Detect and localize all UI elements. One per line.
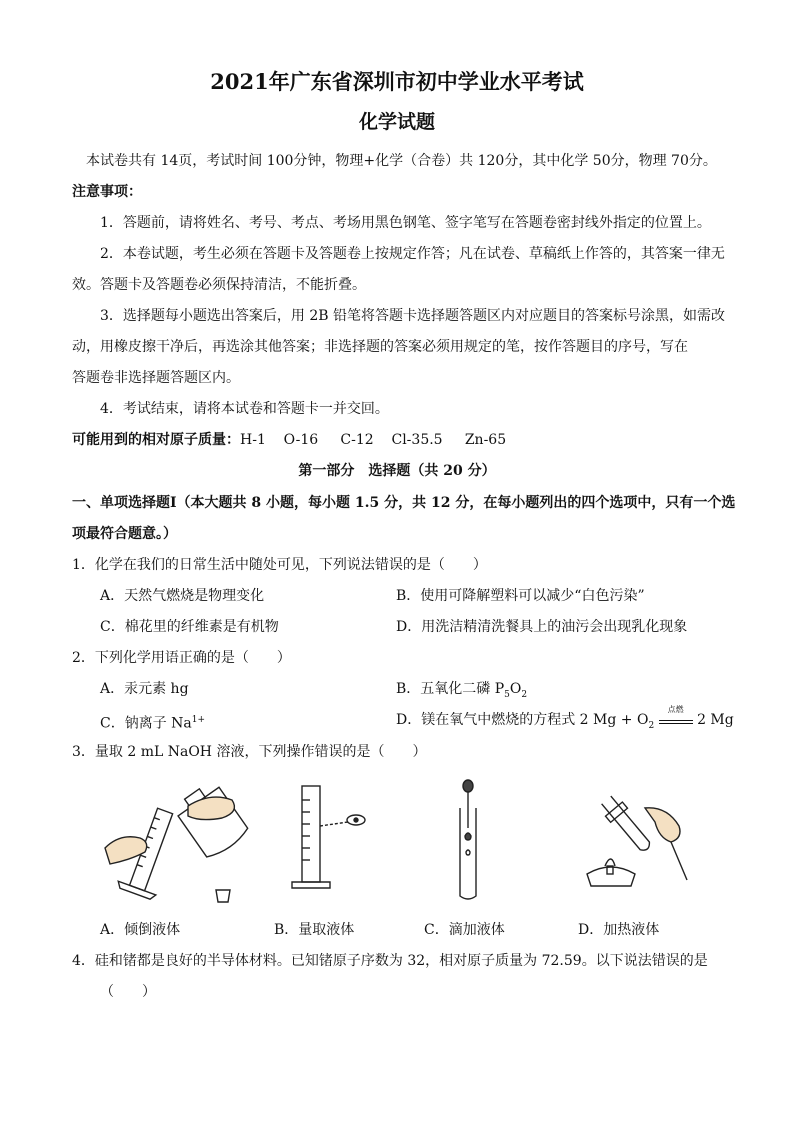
page-title: 2021年广东省深圳市初中学业水平考试 [210, 69, 584, 94]
q1-option-d: D．用洗洁精清洗餐具上的油污会出现乳化现象 [396, 619, 688, 635]
q2-option-d: D．镁在氧气中燃烧的方程式 2 $Mg + O_2$ 点燃 2 Mg [396, 705, 734, 731]
part1-title: 第一部分 选择题（共 20 分） [298, 463, 496, 479]
atomic-mass-values: H-1 O-16 C-12 Cl-35.5 Zn-65 [240, 432, 507, 448]
notice-item: 2．本卷试题，考生必须在答题卡及答题卷上按规定作答；凡在试卷、草稿纸上作答的，其答案一律无 [100, 246, 725, 262]
q3-stem: 3．量取 2 mL NaOH 溶液，下列操作错误的是（ ） [72, 744, 427, 760]
q1-option-a: A．天然气燃烧是物理变化 [100, 588, 265, 604]
page-subtitle: 化学试题 [358, 111, 435, 133]
q2-option-c: C．钠离子 $Na^{1+}$ [100, 715, 206, 732]
q3-option-d: D．加热液体 [578, 922, 660, 938]
notice-item: 4．考试结束，请将本试卷和答题卡一并交回。 [100, 401, 389, 417]
q3-option-b: B．量取液体 [274, 922, 355, 938]
pour-liquid-figure [100, 778, 250, 908]
notice-item: 3．选择题每小题选出答案后，用 2B 铅笔将答题卡选择题答题区内对应题目的答案标号涂黑，如需改 [100, 308, 726, 324]
notice-item: 1．答题前，请将姓名、考号、考点、考场用黑色钢笔、签字笔写在答题卷密封线外指定的位置上。 [100, 215, 711, 231]
notice-item: 效。答题卡及答题卷必须保持清洁，不能折叠。 [72, 277, 366, 293]
section1-heading-cont: 项最符合题意。） [72, 526, 177, 542]
q1-option-b: B．使用可降解塑料可以减少“白色污染” [396, 588, 645, 604]
notice-heading: 注意事项： [72, 184, 142, 200]
drop-liquid-figure [448, 778, 488, 903]
heat-liquid-figure [575, 778, 695, 893]
notice-item: 动，用橡皮擦干净后，再选涂其他答案；非选择题的答案必须用规定的笔，按作答题目的序号，写在 [72, 339, 688, 355]
q1-option-c: C．棉花里的纤维素是有机物 [100, 619, 279, 635]
q1-stem: 1．化学在我们的日常生活中随处可见，下列说法错误的是（ ） [72, 557, 487, 573]
reaction-condition: 点燃 [659, 712, 693, 724]
q2-option-a: A．汞元素 hg [100, 681, 189, 697]
exam-intro: 本试卷共有 14页，考试时间 100分钟，物理+化学（合卷）共 120分，其中化学 50分，物理 70分。 [86, 153, 717, 169]
q3-option-c: C．滴加液体 [424, 922, 505, 938]
q4-answer-paren: （ ） [100, 984, 156, 1000]
notice-item: 答题卷非选择题答题区内。 [72, 370, 240, 386]
q2-stem: 2．下列化学用语正确的是（ ） [72, 650, 291, 666]
section1-heading: 一、单项选择题Ⅰ（本大题共 8 小题，每小题 1.5 分，共 12 分，在每小题列出的四个选项中，只有一个选 [72, 495, 736, 511]
atomic-mass-label: 可能用到的相对原子质量： [72, 432, 240, 448]
q2-option-b: B．五氧化二磷 $P_5O_2$ [396, 681, 528, 700]
atomic-mass-line [72, 430, 506, 450]
read-cylinder-figure [288, 778, 378, 893]
q3-option-a: A．倾倒液体 [100, 922, 181, 938]
q4-stem: 4．硅和锗都是良好的半导体材料。已知锗原子序数为 32，相对原子质量为 72.59。以下说法错误的是 [72, 953, 708, 969]
